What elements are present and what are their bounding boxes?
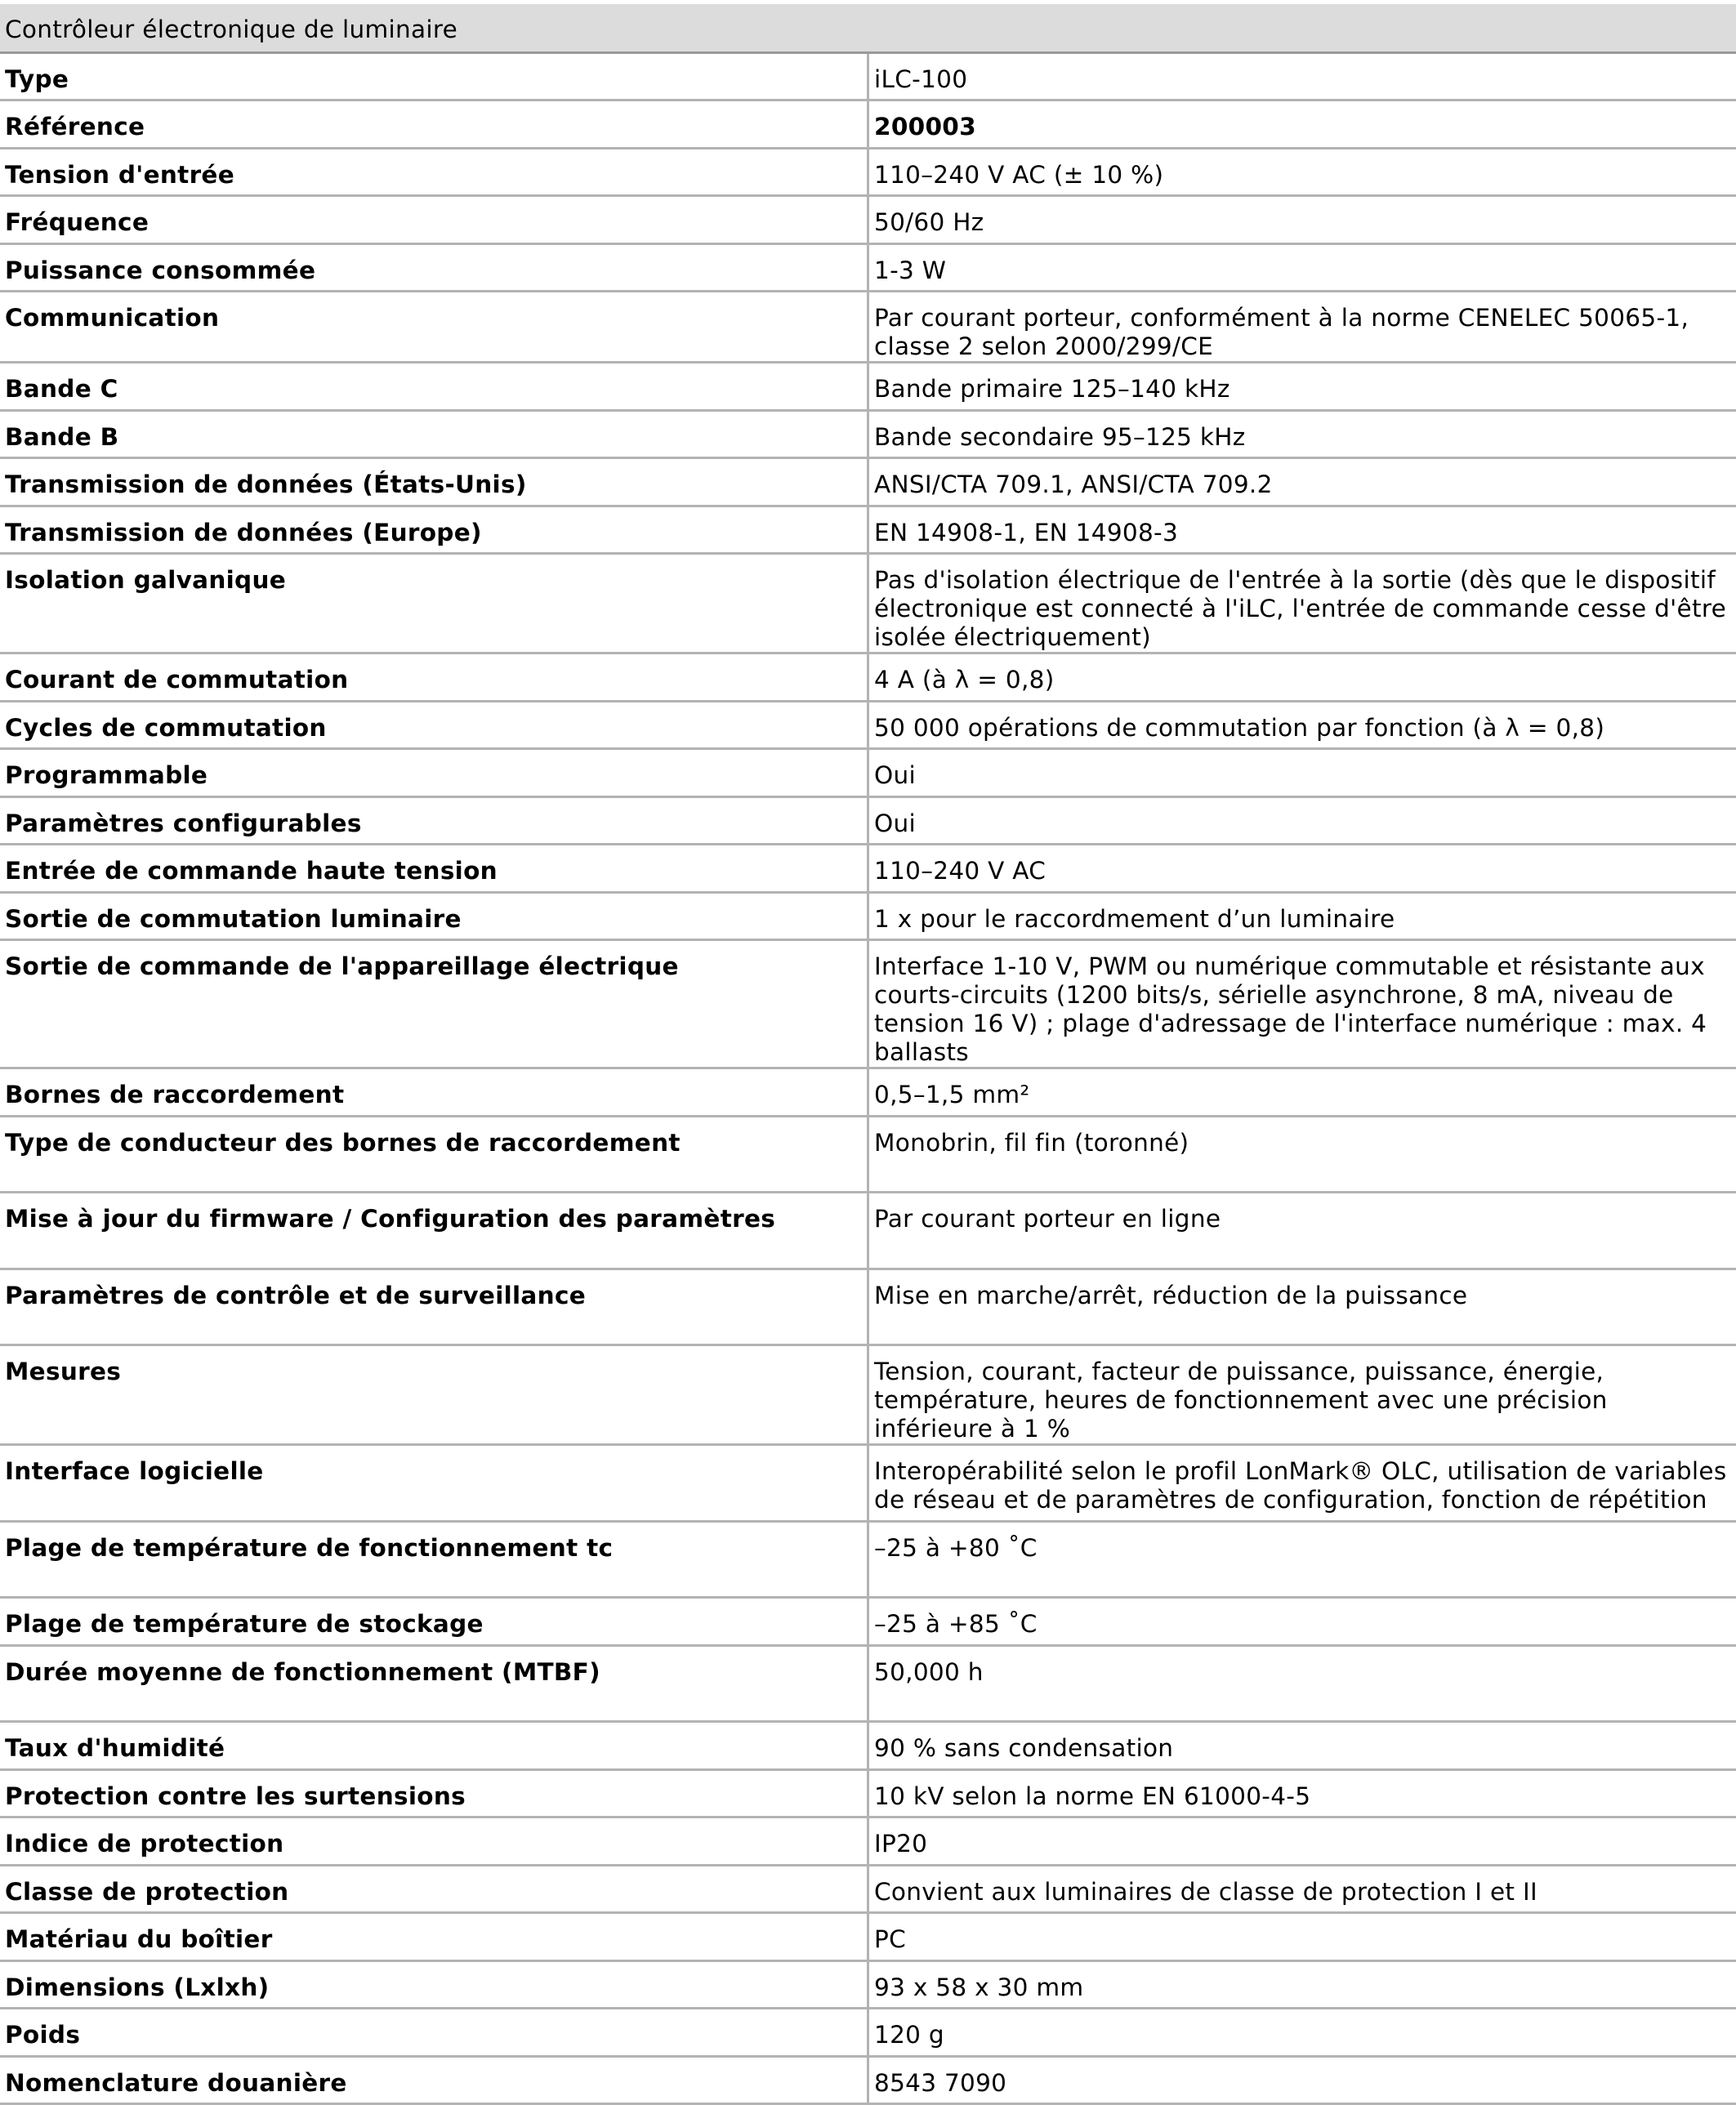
row-label: Type de conducteur des bornes de raccordement (0, 1116, 868, 1193)
table-row (0, 363, 1736, 411)
row-label: Type (0, 52, 868, 100)
row-label: Courant de commutation (0, 653, 868, 702)
table-row (0, 749, 1736, 797)
table-row (0, 458, 1736, 506)
row-label: Bornes de raccordement (0, 1068, 868, 1117)
row-value: Bande primaire 125–140 kHz (868, 363, 1736, 411)
table-row (0, 892, 1736, 940)
table-row (0, 845, 1736, 893)
row-value: Oui (868, 749, 1736, 797)
row-label: Tension d'entrée (0, 148, 868, 196)
table-row (0, 653, 1736, 702)
table-row (0, 1068, 1736, 1117)
row-label: Mesures (0, 1345, 868, 1445)
table-row (0, 1345, 1736, 1445)
row-value: iLC-100 (868, 52, 1736, 100)
table-row (0, 1865, 1736, 1913)
row-label: Mise à jour du firmware / Configuration des paramètres (0, 1193, 868, 1269)
row-label: Durée moyenne de fonctionnement (MTBF) (0, 1645, 868, 1722)
table-row (0, 796, 1736, 845)
row-label: Nomenclature douanière (0, 2056, 868, 2104)
table-row (0, 243, 1736, 292)
row-label: Paramètres configurables (0, 796, 868, 845)
row-label: Paramètres de contrôle et de surveillance (0, 1269, 868, 1345)
table-row (0, 701, 1736, 749)
row-value: ANSI/CTA 709.1, ANSI/CTA 709.2 (868, 458, 1736, 506)
table-row (0, 100, 1736, 149)
row-value: 50,000 h (868, 1645, 1736, 1722)
row-value: Interface 1-10 V, PWM ou numérique commutable et résistante aux courts-circuits (1200 bits/s, sérielle asynchrone, 8 mA, niveau de tension 16 V) ; plage d'adressage de l'interface numérique : max. 4 ballasts (868, 940, 1736, 1068)
row-value: –25 à +80 ˚C (868, 1521, 1736, 1598)
row-value: Convient aux luminaires de classe de protection I et II (868, 1865, 1736, 1913)
row-value: IP20 (868, 1817, 1736, 1866)
table-row (0, 1598, 1736, 1646)
row-value: Mise en marche/arrêt, réduction de la puissance (868, 1269, 1736, 1345)
row-value: 0,5–1,5 mm² (868, 1068, 1736, 1117)
row-value: Bande secondaire 95–125 kHz (868, 410, 1736, 458)
table-row (0, 1960, 1736, 2009)
table-row (0, 554, 1736, 653)
table-row (0, 52, 1736, 100)
row-label: Classe de protection (0, 1865, 868, 1913)
row-value: 50 000 opérations de commutation par fonction (à λ = 0,8) (868, 701, 1736, 749)
row-value: 120 g (868, 2009, 1736, 2057)
table-row (0, 1521, 1736, 1598)
table-row (0, 940, 1736, 1068)
table-row (0, 410, 1736, 458)
table-row (0, 1913, 1736, 1961)
row-value: Par courant porteur en ligne (868, 1193, 1736, 1269)
row-label: Interface logicielle (0, 1445, 868, 1522)
table-row (0, 1817, 1736, 1866)
table-row (0, 1116, 1736, 1193)
row-label: Référence (0, 100, 868, 149)
row-value: 110–240 V AC (868, 845, 1736, 893)
row-value: 200003 (868, 100, 1736, 149)
table-title: Contrôleur électronique de luminaire (0, 4, 1736, 52)
row-label: Dimensions (Lxlxh) (0, 1960, 868, 2009)
row-label: Sortie de commande de l'appareillage électrique (0, 940, 868, 1068)
row-value: 50/60 Hz (868, 196, 1736, 244)
table-row (0, 506, 1736, 554)
table-row (0, 292, 1736, 363)
table-row (0, 1722, 1736, 1770)
row-label: Fréquence (0, 196, 868, 244)
row-label: Bande C (0, 363, 868, 411)
row-value: 93 x 58 x 30 mm (868, 1960, 1736, 2009)
row-label: Bande B (0, 410, 868, 458)
table-row (0, 196, 1736, 244)
row-value: 10 kV selon la norme EN 61000-4-5 (868, 1769, 1736, 1817)
row-value: 8543 7090 (868, 2056, 1736, 2104)
table-row (0, 1193, 1736, 1269)
row-label: Communication (0, 292, 868, 363)
row-label: Transmission de données (Europe) (0, 506, 868, 554)
row-value: EN 14908-1, EN 14908-3 (868, 506, 1736, 554)
row-value: Interopérabilité selon le profil LonMark® OLC, utilisation de variables de réseau et de paramètres de configuration, fonction de répétition (868, 1445, 1736, 1522)
row-value: 90 % sans condensation (868, 1722, 1736, 1770)
row-label: Plage de température de stockage (0, 1598, 868, 1646)
table-row (0, 2009, 1736, 2057)
row-label: Plage de température de fonctionnement tc (0, 1521, 868, 1598)
row-value: Tension, courant, facteur de puissance, puissance, énergie, température, heures de fonctionnement avec une précision inférieure à 1 % (868, 1345, 1736, 1445)
row-value: Par courant porteur, conformément à la norme CENELEC 50065-1, classe 2 selon 2000/299/CE (868, 292, 1736, 363)
row-label: Poids (0, 2009, 868, 2057)
table-row (0, 148, 1736, 196)
row-value: Monobrin, fil fin (toronné) (868, 1116, 1736, 1193)
row-value: 1 x pour le raccordmement d’un luminaire (868, 892, 1736, 940)
row-label: Matériau du boîtier (0, 1913, 868, 1961)
row-value: Oui (868, 796, 1736, 845)
row-value: Pas d'isolation électrique de l'entrée à la sortie (dès que le dispositif électronique est connecté à l'iLC, l'entrée de commande cesse d'être isolée électriquement) (868, 554, 1736, 653)
row-label: Indice de protection (0, 1817, 868, 1866)
table-row (0, 1769, 1736, 1817)
spec-table (0, 4, 1736, 2105)
row-label: Programmable (0, 749, 868, 797)
row-label: Protection contre les surtensions (0, 1769, 868, 1817)
row-label: Cycles de commutation (0, 701, 868, 749)
row-label: Transmission de données (États-Unis) (0, 458, 868, 506)
row-value: 4 A (à λ = 0,8) (868, 653, 1736, 702)
row-value: 1-3 W (868, 243, 1736, 292)
row-label: Taux d'humidité (0, 1722, 868, 1770)
row-label: Isolation galvanique (0, 554, 868, 653)
row-label: Sortie de commutation luminaire (0, 892, 868, 940)
row-value: 110–240 V AC (± 10 %) (868, 148, 1736, 196)
table-row (0, 1269, 1736, 1345)
row-value: PC (868, 1913, 1736, 1961)
row-label: Puissance consommée (0, 243, 868, 292)
table-row (0, 2056, 1736, 2104)
table-row (0, 1645, 1736, 1722)
row-value: –25 à +85 ˚C (868, 1598, 1736, 1646)
row-label: Entrée de commande haute tension (0, 845, 868, 893)
table-header-row (0, 4, 1736, 52)
table-row (0, 1445, 1736, 1522)
